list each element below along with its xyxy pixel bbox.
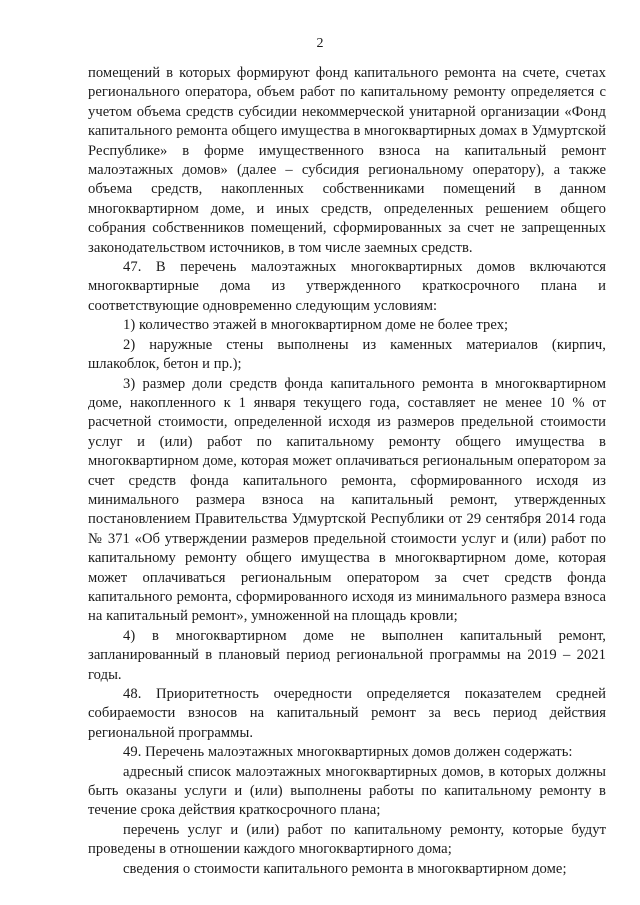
content-item-address-list: адресный список малоэтажных многоквартирных домов, в которых должны быть оказаны услуги и (или) выполнены работы по капитальному ремонту в течение срока действия краткосрочного плана; [88, 763, 606, 819]
list-item-2: 2) наружные стены выполнены из каменных материалов (кирпич, шлакоблок, бетон и пр.); [88, 336, 606, 373]
document-body [88, 64, 606, 879]
page-number: 2 [316, 36, 324, 51]
paragraph-49: 49. Перечень малоэтажных многоквартирных домов должен содержать: [123, 744, 573, 761]
paragraph-48: 48. Приоритетность очередности определяется показателем средней собираемости взносов на капитальный ремонт за весь период действия региональной программы. [88, 686, 606, 741]
list-item-1: 1) количество этажей в многоквартирном доме не более трех; [123, 317, 509, 334]
content-item-services-list: перечень услуг и (или) работ по капитальному ремонту, которые будут проведены в отношении каждого многоквартирного дома; [88, 821, 606, 858]
paragraph-continuation: помещений в которых формируют фонд капитального ремонта на счете, счетах регионального оператора, объем работ по капитальному ремонту определяется с учетом объема средств субсидии некоммерческой унитарной организации «Фонд капитального ремонта общего имущества в многоквартирных домах в Удмуртской Республике» в форме имущественного взноса на капитальный ремонт малоэтажных домов» (далее – субсидия региональному оператору), а также объема средств, накопленных собственниками помещений в данном многоквартирном доме, и иных средств, определенных решением общего собрания собственников помещений, сформированных за счет не запрещенных законодательством источников, в том числе заемных средств. [88, 65, 606, 256]
content-item-cost-info: сведения о стоимости капитального ремонта в многоквартирном доме; [123, 860, 567, 877]
paragraph-47: 47. В перечень малоэтажных многоквартирных домов включаются многоквартирные дома из утвержденного краткосрочного плана и соответствующие одновременно следующим условиям: [88, 259, 606, 314]
list-item-4: 4) в многоквартирном доме не выполнен капитальный ремонт, запланированный в плановый период региональной программы на 2019 – 2021 годы. [88, 627, 606, 683]
list-item-3: 3) размер доли средств фонда капитального ремонта в многоквартирном доме, накопленного к 1 января текущего года, составляет не менее 10 % от расчетной стоимости, определенной исходя из размеров предельной стоимости услуг и (или) работ по капитальному ремонту общего имущества в многоквартирном доме, которая может оплачиваться региональным оператором за счет средств фонда капитального ремонта, сформированного исходя из минимального размера взноса на капитальный ремонт, утвержденных постановлением Правительства Удмуртской Республики от 29 сентября 2014 года № 371 «Об утверждении размеров предельной стоимости услуг и (или) работ по капитальному ремонту общего имущества в многоквартирном доме, которая может оплачиваться региональным оператором за счет средств фонда капитального ремонта, сформированного исходя из минимального размера взноса на капитальный ремонт», умноженной на площадь кровли; [88, 375, 606, 625]
